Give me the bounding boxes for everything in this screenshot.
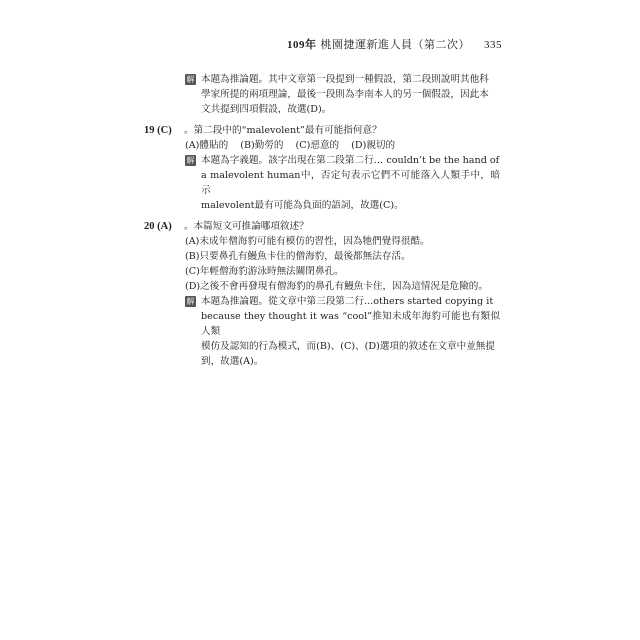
exp-line: 學家所提的兩項理論，最後一段則為李南本人的另一個假設，因此本 [201,89,489,100]
exp-line: 到，故選(A)。 [201,356,264,367]
header-title: 桃園捷運新進人員（第二次） [320,38,470,51]
question-number: 20 (A) [144,221,172,232]
header-year: 109年 [287,39,317,51]
question-19 [144,123,500,213]
option-c: (C)惡意的 [295,140,340,151]
option-b: (B)勤勞的 [240,140,284,151]
explanation-badge: 解 [186,297,195,306]
explanation-badge: 解 [186,156,195,165]
options-row [185,138,500,153]
option-a: (A)未成年僧海豹可能有模仿的習性，因為牠們覺得很酷。 [185,236,430,247]
explanation [185,294,500,369]
page-header [287,36,502,52]
option-b: (B)只要鼻孔有鰻魚卡住的僧海豹，最後都無法存活。 [185,251,411,262]
exp-line: 本題為字義題。該字出現在第二段第二行… couldn’t be the hand of [201,155,500,166]
option-c: (C)年輕僧海豹游泳時無法關閉鼻孔。 [185,266,344,277]
question-20 [144,219,500,369]
page-number: 335 [484,39,502,51]
explanation-badge: 解 [186,75,195,84]
exp-line: because they thought it was “cool”推知未成年海豹可能也有類似人類 [201,311,500,337]
question-number: 19 (C) [144,125,172,136]
exp-line: 本題為推論題。從文章中第三段第二行...others started copying it [201,296,494,307]
option-d: (D)之後不會再發現有僧海豹的鼻孔有鰻魚卡住，因為這情況是危險的。 [185,281,488,292]
exp-line: malevolent最有可能為負面的語詞，故選(C)。 [201,200,404,211]
explanation [185,153,500,213]
option-d: (D)親切的 [351,140,396,151]
exp-line: a malevolent human中，否定句表示它們不可能落入人類手中，暗示 [201,170,500,196]
prev-explanation [144,72,500,117]
question-prompt: 。本篇短文可推論哪項敘述？ [184,221,309,232]
question-prompt: 。第二段中的“malevolent”最有可能指何意？ [184,125,382,136]
option-a: (A)體貼的 [185,140,229,151]
exp-line: 本題為推論題。其中文章第一段提到一種假設，第二段則說明其他科 [201,74,489,85]
page-content [144,72,500,375]
exp-line: 文共提到四項假設，故選(D)。 [201,104,332,115]
exp-line: 模仿及認知的行為模式，而(B)、(C)、(D)選項的敘述在文章中並無提 [201,341,495,352]
